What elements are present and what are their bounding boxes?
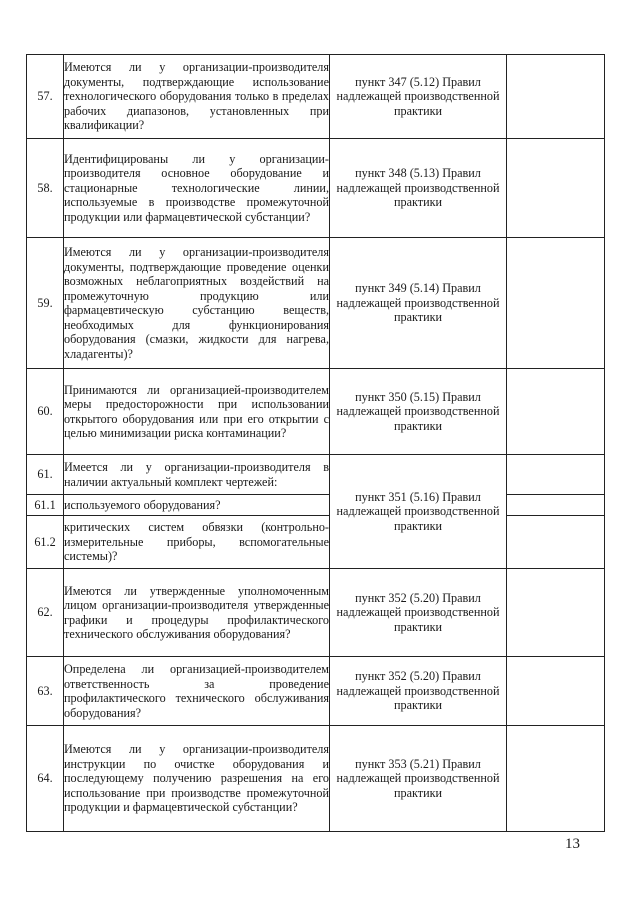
table-row <box>27 238 605 369</box>
regulation-reference: пункт 351 (5.16) Правил надлежащей производственной практики <box>330 455 507 569</box>
row-number: 61.1 <box>27 495 64 516</box>
table-row <box>27 726 605 832</box>
answer-cell[interactable] <box>507 369 605 455</box>
regulation-reference: пункт 352 (5.20) Правил надлежащей производственной практики <box>330 569 507 657</box>
row-number: 58. <box>27 139 64 238</box>
answer-cell[interactable] <box>507 569 605 657</box>
question-text: Имеются ли у организации-производителя инструкции по очистке оборудования и последующему получению разрешения на его использование при производстве промежуточной продукции и фармацевтической субстанции? <box>64 726 330 832</box>
page-number: 13 <box>565 836 580 852</box>
answer-cell[interactable] <box>507 657 605 726</box>
table-row <box>27 516 605 569</box>
question-text: Имеются ли утвержденные уполномоченным лицом организации-производителя утвержденные графики и процедуры профилактического технического обслуживания оборудования? <box>64 569 330 657</box>
answer-cell[interactable] <box>507 726 605 832</box>
row-number: 64. <box>27 726 64 832</box>
table-row <box>27 569 605 657</box>
question-text: Имеются ли у организации-производителя документы, подтверждающие проведение оценки возможных неблагоприятных воздействий на промежуточную продукцию или фармацевтическую субстанцию веществ, необходимых для функционирования оборудования (смазки, жидкости для нагрева, хладагенты)? <box>64 238 330 369</box>
question-text: Имеются ли у организации-производителя документы, подтверждающие использование технологического оборудования только в пределах рабочих диапазонов, установленных при квалификации? <box>64 55 330 139</box>
question-text: Имеется ли у организации-производителя в наличии актуальный комплект чертежей: <box>64 455 330 495</box>
regulation-reference: пункт 347 (5.12) Правил надлежащей производственной практики <box>330 55 507 139</box>
regulation-reference: пункт 348 (5.13) Правил надлежащей производственной практики <box>330 139 507 238</box>
row-number: 60. <box>27 369 64 455</box>
answer-cell[interactable] <box>507 455 605 495</box>
table-row <box>27 455 605 495</box>
row-number: 59. <box>27 238 64 369</box>
answer-cell[interactable] <box>507 516 605 569</box>
question-text: Определена ли организацией-производителем ответственность за проведение профилактического технического обслуживания оборудования? <box>64 657 330 726</box>
answer-cell[interactable] <box>507 238 605 369</box>
row-number: 63. <box>27 657 64 726</box>
table-row <box>27 139 605 238</box>
row-number: 61.2 <box>27 516 64 569</box>
regulation-reference: пункт 349 (5.14) Правил надлежащей производственной практики <box>330 238 507 369</box>
answer-cell[interactable] <box>507 55 605 139</box>
row-number: 57. <box>27 55 64 139</box>
regulation-reference: пункт 353 (5.21) Правил надлежащей производственной практики <box>330 726 507 832</box>
table-row <box>27 657 605 726</box>
question-text: Принимаются ли организацией-производителем меры предосторожности при использовании открытого оборудования или при его открытии с целью минимизации риска контаминации? <box>64 369 330 455</box>
table-row <box>27 55 605 139</box>
table-row <box>27 495 605 516</box>
regulation-reference: пункт 352 (5.20) Правил надлежащей производственной практики <box>330 657 507 726</box>
answer-cell[interactable] <box>507 495 605 516</box>
table-row <box>27 369 605 455</box>
row-number: 61. <box>27 455 64 495</box>
checklist-table <box>26 54 605 832</box>
question-text: критических систем обвязки (контрольно-измерительные приборы, вспомогательные системы)? <box>64 516 330 569</box>
row-number: 62. <box>27 569 64 657</box>
regulation-reference: пункт 350 (5.15) Правил надлежащей производственной практики <box>330 369 507 455</box>
answer-cell[interactable] <box>507 139 605 238</box>
question-text: Идентифицированы ли у организации-производителя основное оборудование и стационарные технологические линии, используемые в производстве промежуточной продукции или фармацевтической субстанции? <box>64 139 330 238</box>
question-text: используемого оборудования? <box>64 495 330 516</box>
